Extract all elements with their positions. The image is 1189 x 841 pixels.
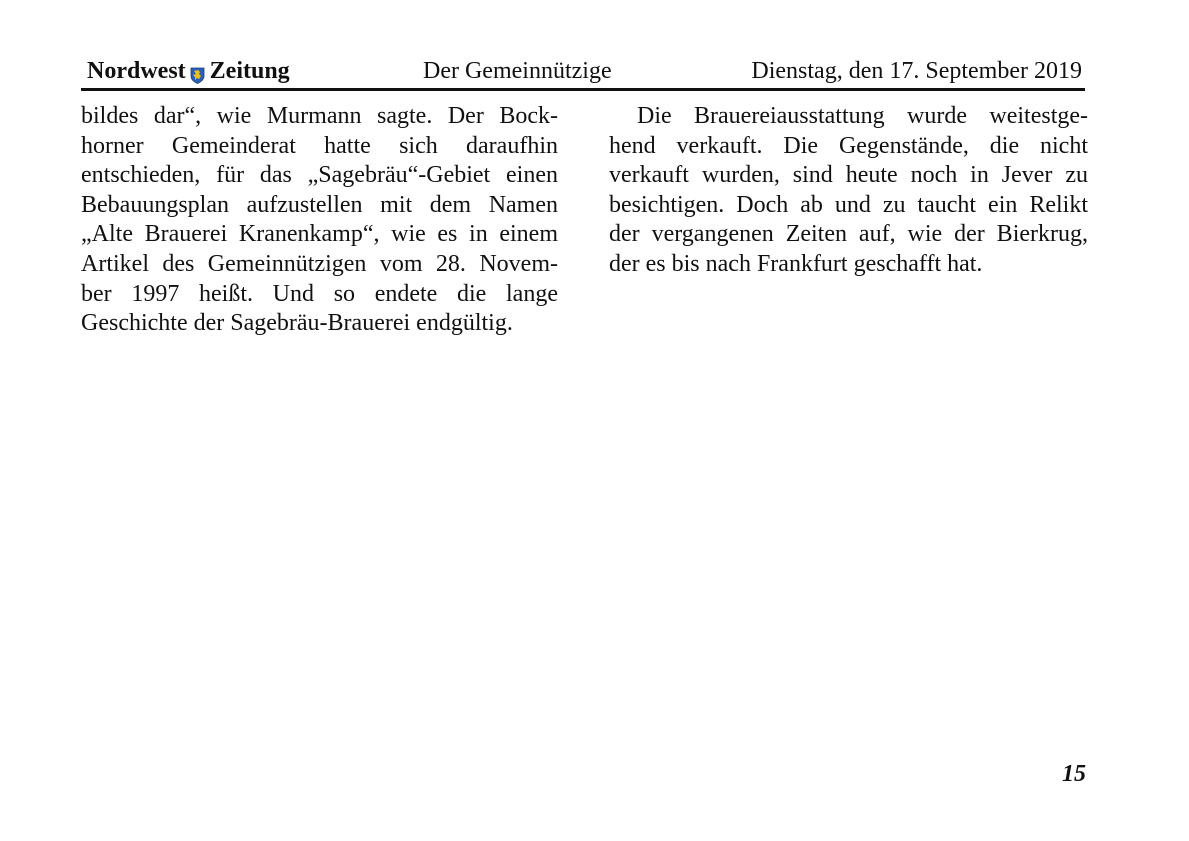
text-line: verkauft wurden, sind heute noch in Jever zu (609, 162, 1088, 189)
page-number: 15 (1062, 761, 1086, 787)
coat-of-arms-icon (190, 64, 205, 81)
publication-title: Der Gemeinnützige (423, 58, 612, 84)
text-line: Artikel des Gemeinnützigen vom 28. Novem- (81, 250, 558, 277)
publication-date: Dienstag, den 17. September 2019 (751, 58, 1082, 84)
text-line: entschieden, für das „Sagebräu“-Gebiet einen (81, 162, 558, 189)
text-line: „Alte Brauerei Kranenkamp“, wie es in einem (81, 221, 558, 248)
text-line: horner Gemeinderat hatte sich daraufhin (81, 132, 558, 159)
text-line: ber 1997 heißt. Und so endete die lange (81, 280, 558, 307)
masthead-left: Nordwest (87, 58, 186, 84)
text-line: Die Brauereiausstattung wurde weitestge- (637, 103, 1088, 129)
text-line: Geschichte der Sagebräu-Brauerei endgültig. (81, 310, 513, 337)
text-line: der es bis nach Frankfurt geschafft hat. (609, 250, 983, 277)
page-header (81, 56, 1085, 90)
text-line: Bebauungsplan aufzustellen mit dem Namen (81, 191, 558, 218)
masthead-right: Zeitung (209, 58, 290, 84)
header-rule (81, 88, 1085, 91)
masthead (87, 58, 290, 85)
right-column (609, 102, 1088, 280)
text-line: hend verkauft. Die Gegenstände, die nicht (609, 132, 1088, 159)
text-line: bildes dar“, wie Murmann sagte. Der Bock- (81, 103, 558, 129)
left-column (81, 102, 558, 339)
text-line: der vergangenen Zeiten auf, wie der Bierkrug, (609, 221, 1088, 248)
text-line: besichtigen. Doch ab und zu taucht ein Relikt (609, 191, 1088, 218)
